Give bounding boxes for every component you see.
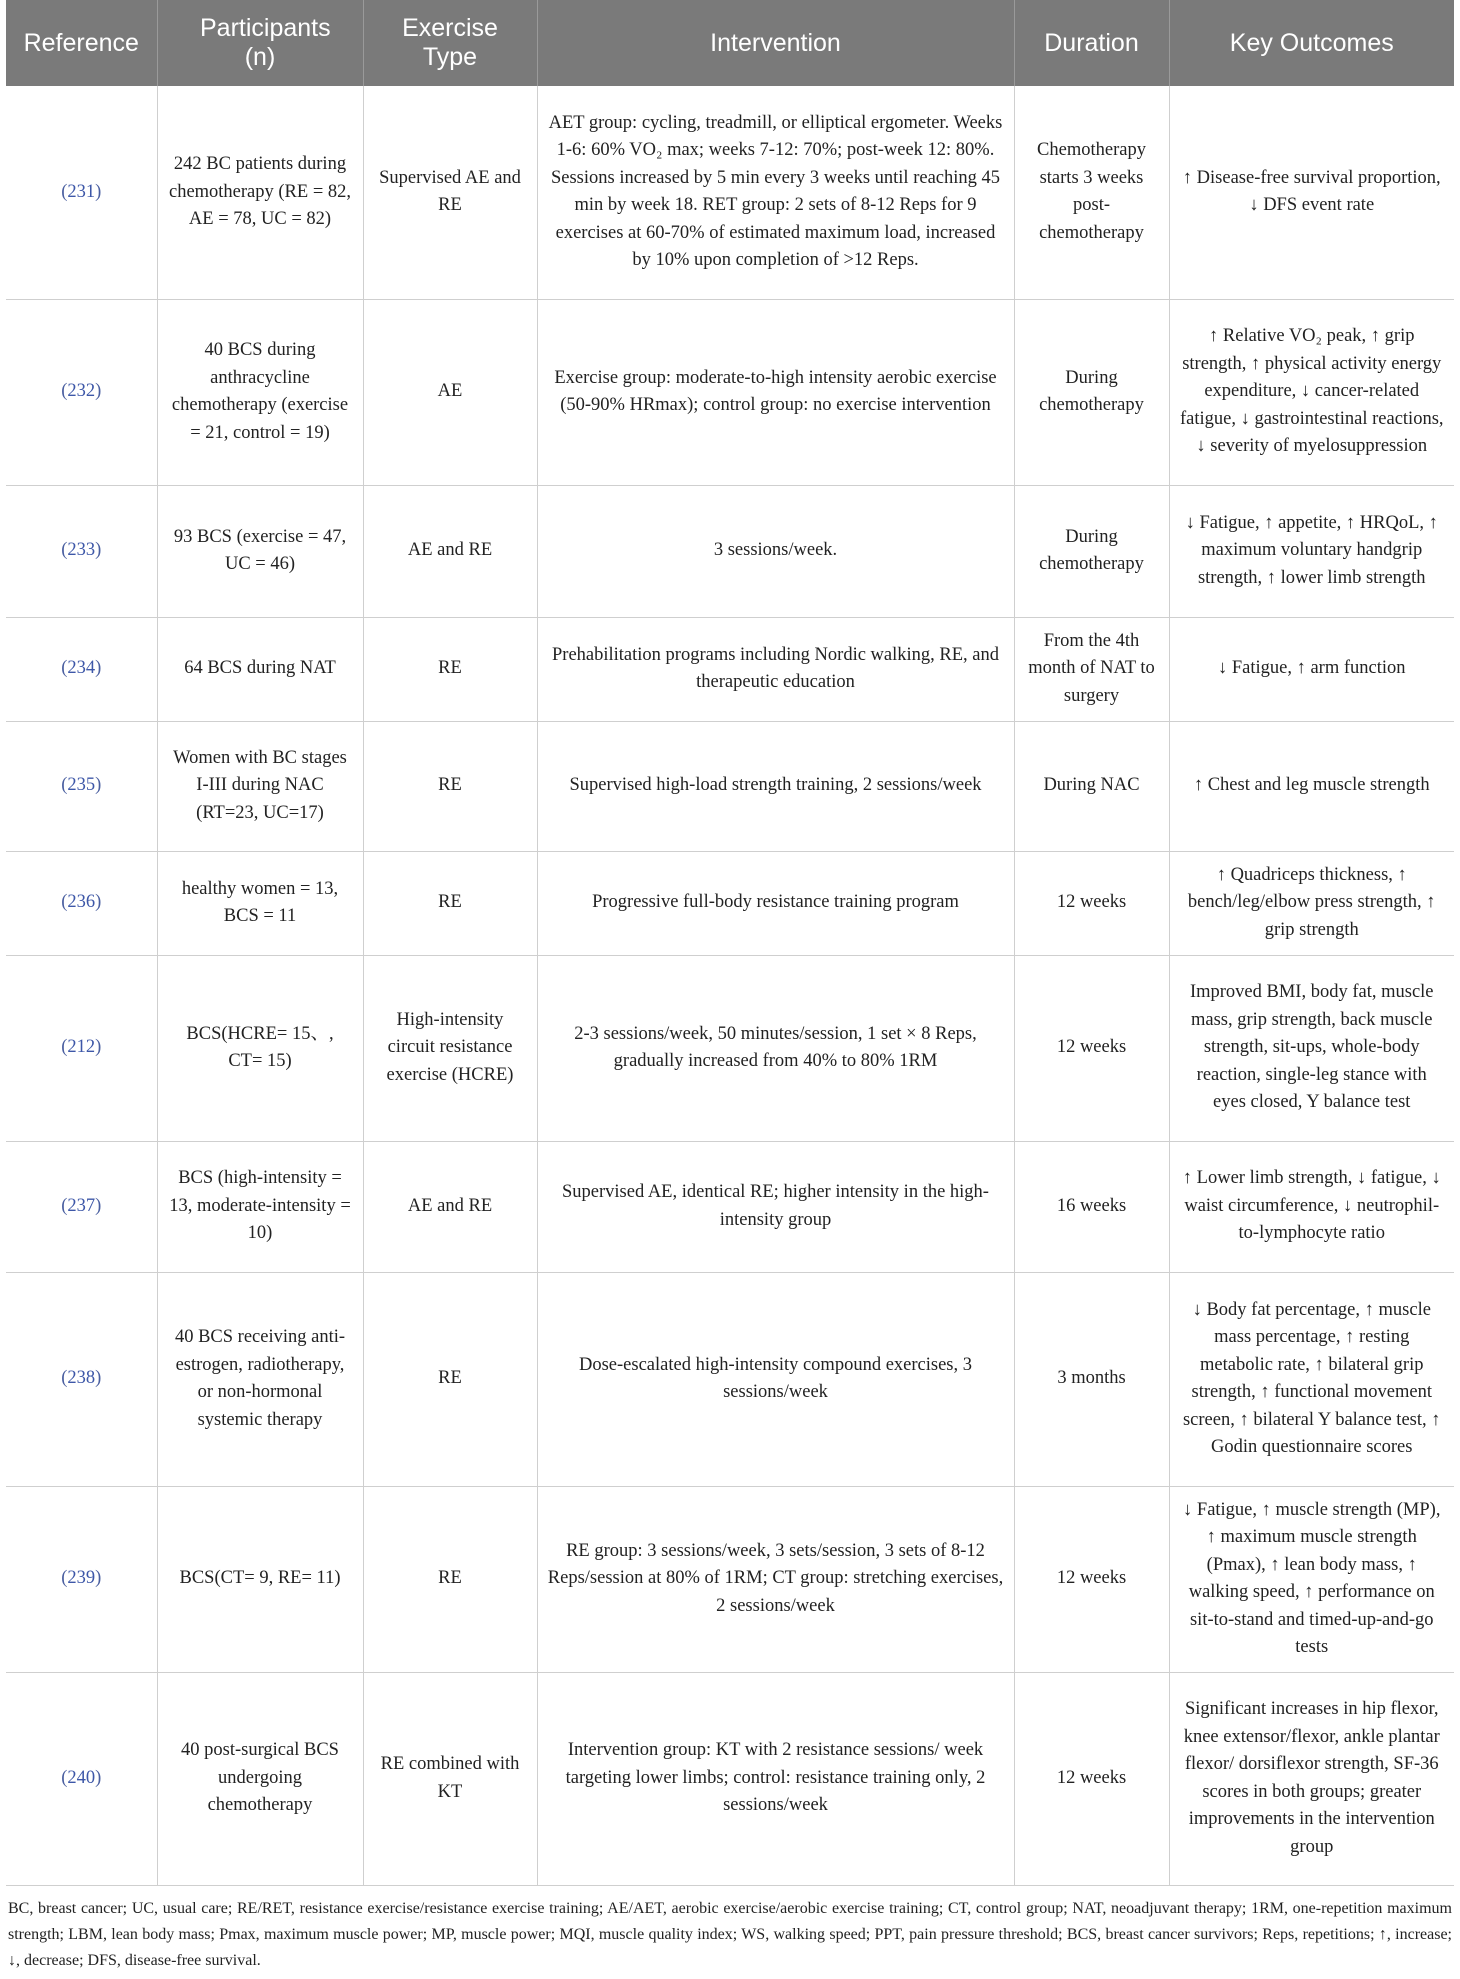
header-key-outcomes: Key Outcomes xyxy=(1169,0,1454,86)
reference-link[interactable]: 231 xyxy=(67,181,96,202)
outcomes-cell: Improved BMI, body fat, muscle mass, grip strength, back muscle strength, sit-ups, whole-body reaction, single-leg stance with eyes closed, Y balance test xyxy=(1169,955,1454,1141)
exercise-type-cell: RE xyxy=(363,851,537,955)
reference-link[interactable]: 236 xyxy=(67,892,96,913)
exercise-studies-table xyxy=(6,0,1454,1886)
table-row xyxy=(6,721,1454,851)
reference-cell: (240) xyxy=(6,1672,157,1885)
reference-cell: (236) xyxy=(6,851,157,955)
duration-cell: 12 weeks xyxy=(1014,1672,1169,1885)
reference-link[interactable]: 235 xyxy=(67,775,96,796)
exercise-type-cell: AE xyxy=(363,299,537,485)
exercise-type-cell: Supervised AE and RE xyxy=(363,86,537,299)
reference-link[interactable]: 234 xyxy=(67,658,96,679)
exercise-type-cell: High-intensity circuit resistance exercise (HCRE) xyxy=(363,955,537,1141)
table-row xyxy=(6,299,1454,485)
exercise-type-cell: AE and RE xyxy=(363,1141,537,1272)
participants-cell: Women with BC stages I-III during NAC (RT=23, UC=17) xyxy=(157,721,363,851)
table-row xyxy=(6,1672,1454,1885)
intervention-cell: Prehabilitation programs including Nordic walking, RE, and therapeutic education xyxy=(537,617,1014,721)
participants-cell: BCS(CT= 9, RE= 11) xyxy=(157,1486,363,1672)
outcomes-cell: Significant increases in hip flexor, knee extensor/flexor, ankle plantar flexor/ dorsiflexor strength, SF-36 scores in both groups; greater improvements in the intervention group xyxy=(1169,1672,1454,1885)
reference-cell: (234) xyxy=(6,617,157,721)
exercise-type-cell: RE xyxy=(363,1272,537,1486)
duration-cell: During chemotherapy xyxy=(1014,485,1169,617)
table-body xyxy=(6,86,1454,1885)
outcomes-cell: ↑ Disease-free survival proportion, ↓ DFS event rate xyxy=(1169,86,1454,299)
table-row xyxy=(6,617,1454,721)
duration-cell: 12 weeks xyxy=(1014,851,1169,955)
outcomes-cell: ↓ Fatigue, ↑ appetite, ↑ HRQoL, ↑ maximum voluntary handgrip strength, ↑ lower limb strength xyxy=(1169,485,1454,617)
header-row xyxy=(6,0,1454,86)
duration-cell: Chemotherapy starts 3 weeks post-chemotherapy xyxy=(1014,86,1169,299)
duration-cell: During NAC xyxy=(1014,721,1169,851)
exercise-type-cell: RE xyxy=(363,1486,537,1672)
reference-link[interactable]: 212 xyxy=(67,1037,96,1058)
participants-cell: 40 BCS during anthracycline chemotherapy (exercise = 21, control = 19) xyxy=(157,299,363,485)
outcomes-cell: ↑ Relative VO₂ peak, ↑ grip strength, ↑ physical activity energy expenditure, ↓ cancer-related fatigue, ↓ gastrointestinal reactions, ↓ severity of myelosuppression xyxy=(1169,299,1454,485)
participants-cell: 40 BCS receiving anti-estrogen, radiotherapy, or non-hormonal systemic therapy xyxy=(157,1272,363,1486)
participants-cell: healthy women = 13, BCS = 11 xyxy=(157,851,363,955)
reference-cell: (231) xyxy=(6,86,157,299)
table-footnote: BC, breast cancer; UC, usual care; RE/RET, resistance exercise/resistance exercise training; AE/AET, aerobic exercise/aerobic exercise training; CT, control group; NAT, neoadjuvant therapy; 1RM, one-repetition maximum strength; LBM, lean body mass; Pmax, maximum muscle power; MP, muscle power; MQI, muscle quality index; WS, walking speed; PPT, pain pressure threshold; BCS, breast cancer survivors; Reps, repetitions; ↑, increase; ↓, decrease; DFS, disease-free survival. xyxy=(8,1899,1452,1969)
participants-cell: 40 post-surgical BCS undergoing chemotherapy xyxy=(157,1672,363,1885)
exercise-type-cell: RE xyxy=(363,721,537,851)
reference-link[interactable]: 232 xyxy=(67,381,96,402)
intervention-cell: Progressive full-body resistance training program xyxy=(537,851,1014,955)
outcomes-cell: ↓ Body fat percentage, ↑ muscle mass percentage, ↑ resting metabolic rate, ↑ bilateral grip strength, ↑ functional movement screen, ↑ bilateral Y balance test, ↑ Godin questionnaire scores xyxy=(1169,1272,1454,1486)
outcomes-cell: ↑ Chest and leg muscle strength xyxy=(1169,721,1454,851)
intervention-cell: Supervised high-load strength training, 2 sessions/week xyxy=(537,721,1014,851)
exercise-type-cell: AE and RE xyxy=(363,485,537,617)
participants-cell: 242 BC patients during chemotherapy (RE = 82, AE = 78, UC = 82) xyxy=(157,86,363,299)
table-row xyxy=(6,1141,1454,1272)
duration-cell: During chemotherapy xyxy=(1014,299,1169,485)
reference-cell: (237) xyxy=(6,1141,157,1272)
intervention-cell: RE group: 3 sessions/week, 3 sets/session, 3 sets of 8-12 Reps/session at 80% of 1RM; CT group: stretching exercises, 2 sessions/week xyxy=(537,1486,1014,1672)
intervention-cell: AET group: cycling, treadmill, or elliptical ergometer. Weeks 1-6: 60% VO₂ max; weeks 7-12: 70%; post-week 12: 80%. Sessions increased by 5 min every 3 weeks until reaching 45 min by week 18. RET group: 2 sets of 8-12 Reps for 9 exercises at 60-70% of estimated maximum load, increased by 10% upon completion of >12 Reps. xyxy=(537,86,1014,299)
reference-cell: (239) xyxy=(6,1486,157,1672)
intervention-cell: Supervised AE, identical RE; higher intensity in the high-intensity group xyxy=(537,1141,1014,1272)
table-row xyxy=(6,955,1454,1141)
exercise-type-cell: RE xyxy=(363,617,537,721)
reference-cell: (235) xyxy=(6,721,157,851)
duration-cell: From the 4th month of NAT to surgery xyxy=(1014,617,1169,721)
reference-link[interactable]: 240 xyxy=(67,1767,96,1788)
outcomes-cell: ↓ Fatigue, ↑ arm function xyxy=(1169,617,1454,721)
intervention-cell: 2-3 sessions/week, 50 minutes/session, 1 set × 8 Reps, gradually increased from 40% to 80% 1RM xyxy=(537,955,1014,1141)
intervention-cell: Exercise group: moderate-to-high intensity aerobic exercise (50-90% HRmax); control group: no exercise intervention xyxy=(537,299,1014,485)
reference-cell: (233) xyxy=(6,485,157,617)
reference-link[interactable]: 239 xyxy=(67,1568,96,1589)
reference-link[interactable]: 238 xyxy=(67,1368,96,1389)
reference-link[interactable]: 233 xyxy=(67,540,96,561)
outcomes-cell: ↑ Quadriceps thickness, ↑ bench/leg/elbow press strength, ↑ grip strength xyxy=(1169,851,1454,955)
table-row xyxy=(6,1272,1454,1486)
duration-cell: 16 weeks xyxy=(1014,1141,1169,1272)
header-exercise-type: Exercise Type xyxy=(363,0,537,86)
duration-cell: 3 months xyxy=(1014,1272,1169,1486)
intervention-cell: 3 sessions/week. xyxy=(537,485,1014,617)
participants-cell: BCS (high-intensity = 13, moderate-intensity = 10) xyxy=(157,1141,363,1272)
header-reference: Reference xyxy=(6,0,157,86)
duration-cell: 12 weeks xyxy=(1014,1486,1169,1672)
table-row xyxy=(6,851,1454,955)
reference-cell: (238) xyxy=(6,1272,157,1486)
exercise-type-cell: RE combined with KT xyxy=(363,1672,537,1885)
outcomes-cell: ↑ Lower limb strength, ↓ fatigue, ↓ waist circumference, ↓ neutrophil-to-lymphocyte ratio xyxy=(1169,1141,1454,1272)
intervention-cell: Intervention group: KT with 2 resistance sessions/ week targeting lower limbs; control: resistance training only, 2 sessions/week xyxy=(537,1672,1014,1885)
header-duration: Duration xyxy=(1014,0,1169,86)
reference-link[interactable]: 237 xyxy=(67,1195,96,1216)
outcomes-cell: ↓ Fatigue, ↑ muscle strength (MP), ↑ maximum muscle strength (Pmax), ↑ lean body mass, ↑ walking speed, ↑ performance on sit-to-stand and timed-up-and-go tests xyxy=(1169,1486,1454,1672)
header-participants: Participants (n) xyxy=(157,0,363,86)
table-row xyxy=(6,485,1454,617)
participants-cell: BCS(HCRE= 15、, CT= 15) xyxy=(157,955,363,1141)
table-container xyxy=(6,0,1454,1974)
participants-cell: 93 BCS (exercise = 47, UC = 46) xyxy=(157,485,363,617)
reference-cell: (232) xyxy=(6,299,157,485)
reference-cell: (212) xyxy=(6,955,157,1141)
intervention-cell: Dose-escalated high-intensity compound exercises, 3 sessions/week xyxy=(537,1272,1014,1486)
duration-cell: 12 weeks xyxy=(1014,955,1169,1141)
participants-cell: 64 BCS during NAT xyxy=(157,617,363,721)
table-row xyxy=(6,1486,1454,1672)
header-intervention: Intervention xyxy=(537,0,1014,86)
table-row xyxy=(6,86,1454,299)
